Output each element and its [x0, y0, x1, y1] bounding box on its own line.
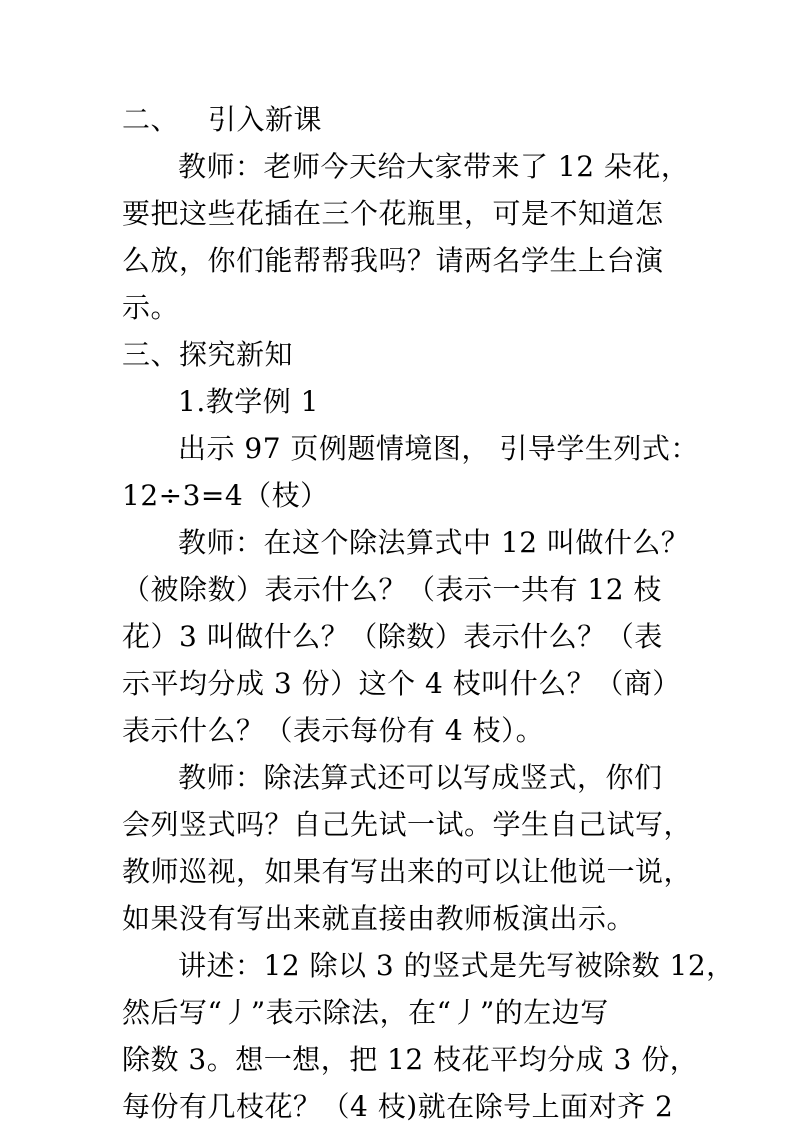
paragraph-line: 教师：除法算式还可以写成竖式，你们 [178, 761, 663, 794]
paragraph-line: 示平均分成 3 份）这个 4 枝叫什么？（商） [122, 667, 681, 700]
section-title: 引入新课 [208, 103, 323, 136]
paragraph-line: 每份有几枝花？（4 枝)就在除号上面对齐 2 [122, 1090, 674, 1123]
paragraph-line: 讲述：12 除以 3 的竖式是先写被除数 12， [178, 949, 735, 982]
paragraph-line: 么放，你们能帮帮我吗？请两名学生上台演 [122, 244, 664, 277]
paragraph-line: 12÷3=4（枝） [122, 479, 329, 512]
paragraph-line: 表示什么？（表示每份有 4 枝）。 [122, 714, 545, 747]
example-title: 1.教学例 1 [178, 385, 319, 418]
teacher-question-paragraph [122, 519, 690, 754]
section-number: 二、 [122, 103, 180, 136]
paragraph-line: 教师巡视，如果有写出来的可以让他说一说， [122, 855, 693, 888]
intro-paragraph [122, 143, 690, 331]
section-heading-3: 三、探究新知 [122, 338, 294, 371]
paragraph-line: 出示 97 页例题情境图， 引导学生列式： [178, 432, 699, 465]
paragraph-line: 示。 [122, 291, 180, 324]
paragraph-line: 然后写“丿”表示除法，在“丿”的左边写 [122, 996, 609, 1029]
paragraph-line: （被除数）表示什么？（表示一共有 12 枝 [122, 573, 662, 606]
teacher-vertical-paragraph [122, 754, 693, 942]
paragraph-line: 会列竖式吗？自己先试一试。学生自己试写， [122, 808, 693, 841]
paragraph-line: 如果没有写出来就直接由教师板演出示。 [122, 902, 636, 935]
section-heading-2 [122, 96, 678, 143]
paragraph-line: 要把这些花插在三个花瓶里，可是不知道怎 [122, 197, 664, 230]
paragraph-line: 教师：老师今天给大家带来了 12 朵花， [178, 150, 690, 183]
document-page [122, 96, 735, 1130]
example-paragraph [122, 425, 699, 519]
paragraph-line: 除数 3。想一想，把 12 枝花平均分成 3 份， [122, 1043, 699, 1076]
paragraph-line: 花）3 叫做什么？（除数）表示什么？（表 [122, 620, 663, 653]
paragraph-line: 教师：在这个除法算式中 12 叫做什么？ [178, 526, 690, 559]
explain-paragraph [122, 942, 735, 1130]
